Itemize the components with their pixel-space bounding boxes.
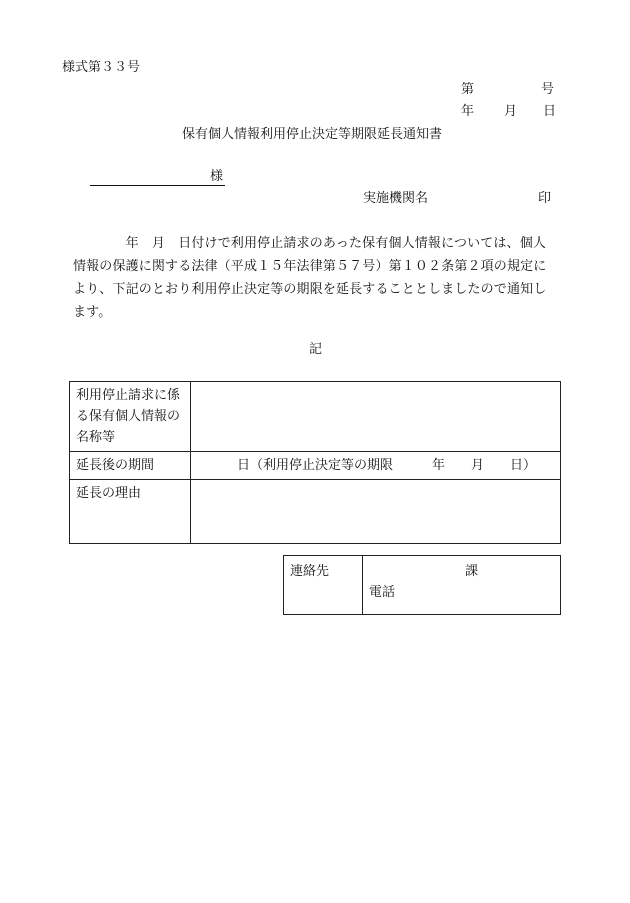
- table-row: [70, 480, 561, 544]
- row-label: 延長の理由: [70, 480, 191, 544]
- body-line: より、下記のとおり利用停止決定等の期限を延長することとしましたので通知し: [73, 282, 547, 297]
- table-row: [70, 382, 561, 452]
- date-day: 日: [543, 104, 557, 119]
- label-line: 利用停止請求に係: [76, 388, 181, 403]
- phone-label: 電話: [369, 585, 396, 600]
- table-row: [284, 556, 561, 615]
- number-prefix: 第: [461, 82, 475, 97]
- row-label: [70, 382, 191, 452]
- row-label: 延長後の期間: [70, 452, 191, 480]
- number-suffix: 号: [541, 82, 555, 97]
- extension-period-field[interactable]: 日（利用停止決定等の期限 年 月 日）: [191, 452, 561, 480]
- addressee-honorific: 様: [210, 169, 224, 184]
- date-month: 月: [504, 104, 518, 119]
- body-paragraph: [73, 232, 566, 324]
- contact-details[interactable]: [363, 556, 561, 615]
- contact-label: 連絡先: [284, 556, 363, 615]
- ki-heading: 記: [309, 342, 323, 357]
- label-line: 名称等: [76, 430, 116, 445]
- body-line: 年 月 日付けで利用停止請求のあった保有個人情報については、個人: [73, 236, 547, 251]
- extension-reason-field[interactable]: [191, 480, 561, 544]
- table-row: [70, 452, 561, 480]
- agency-name-line: [363, 192, 553, 205]
- body-line: ます。: [73, 305, 112, 320]
- section-suffix: 課: [465, 564, 479, 579]
- record-name-field[interactable]: [191, 382, 561, 452]
- label-line: る保有個人情報の: [76, 409, 181, 424]
- section-line: [369, 561, 554, 582]
- document-title: 保有個人情報利用停止決定等期限延長通知書: [182, 127, 443, 142]
- contact-table: [283, 555, 561, 615]
- form-number: 様式第３３号: [62, 60, 141, 75]
- seal-mark: 印: [538, 191, 552, 206]
- document-number-line: [461, 82, 555, 97]
- document-date-line: [461, 104, 557, 119]
- agency-label: 実施機関名: [363, 191, 429, 206]
- addressee-blank-line: [90, 185, 225, 186]
- date-year: 年: [461, 104, 475, 119]
- details-table: [69, 381, 561, 544]
- body-line: 情報の保護に関する法律（平成１５年法律第５７号）第１０２条第２項の規定に: [73, 259, 547, 274]
